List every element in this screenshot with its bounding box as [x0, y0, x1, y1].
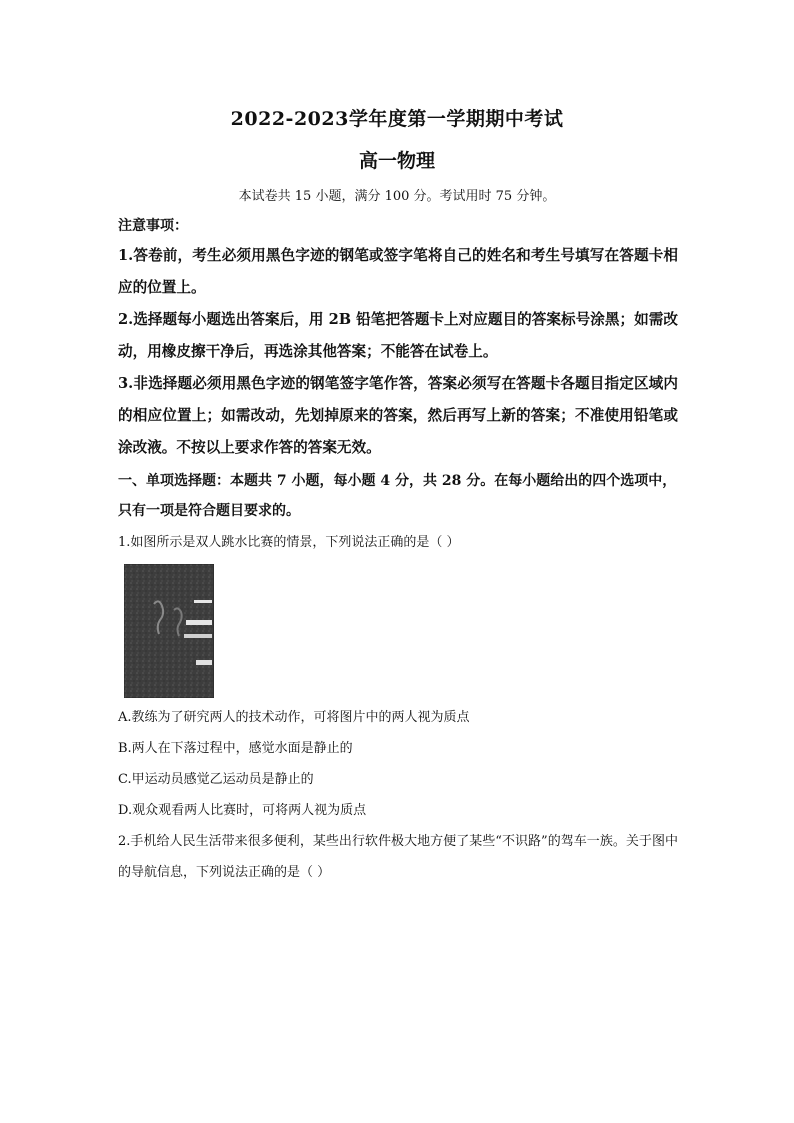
- question-1-option-d: D.观众观看两人比赛时，可将两人视为质点: [118, 803, 367, 818]
- note-item: 2.选择题每小题选出答案后，用 2B 铅笔把答题卡上对应题目的答案标号涂黑；如需改动，用橡皮擦干净后，再选涂其他答案；不能答在试卷上。: [118, 311, 678, 360]
- notes-heading: 注意事项：: [118, 218, 188, 234]
- question-2-stem: 2.手机给人民生活带来很多便利，某些出行软件极大地方便了某些“不识路”的驾车一族。关于图中的导航信息，下列说法正确的是（ ）: [118, 834, 678, 880]
- question-1-option-b: B.两人在下落过程中，感觉水面是静止的: [118, 741, 353, 756]
- exam-subject: 高一物理: [358, 150, 435, 172]
- exam-info: 本试卷共 15 小题，满分 100 分。考试用时 75 分钟。: [238, 189, 556, 204]
- note-item: 3.非选择题必须用黑色字迹的钢笔签字笔作答，答案必须写在答题卡各题目指定区域内的相应位置上；如需改动，先划掉原来的答案，然后再写上新的答案；不准使用铅笔或涂改液。不按以上要求作答的答案无效。: [118, 375, 678, 456]
- exam-title: 2022-2023学年度第一学期期中考试: [230, 108, 564, 130]
- note-item: 1.答卷前，考生必须用黑色字迹的钢笔或签字笔将自己的姓名和考生号填写在答题卡相应的位置上。: [118, 247, 678, 296]
- question-1-stem: 1.如图所示是双人跳水比赛的情景，下列说法正确的是（ ）: [118, 535, 460, 550]
- section-heading: 一、单项选择题：本题共 7 小题，每小题 4 分，共 28 分。在每小题给出的四个选项中，只有一项是符合题目要求的。: [118, 473, 677, 519]
- diving-photo: [124, 564, 214, 698]
- exam-content: [118, 214, 678, 888]
- question-1-option-c: C.甲运动员感觉乙运动员是静止的: [118, 772, 314, 787]
- question-1-option-a: A.教练为了研究两人的技术动作，可将图片中的两人视为质点: [118, 710, 470, 725]
